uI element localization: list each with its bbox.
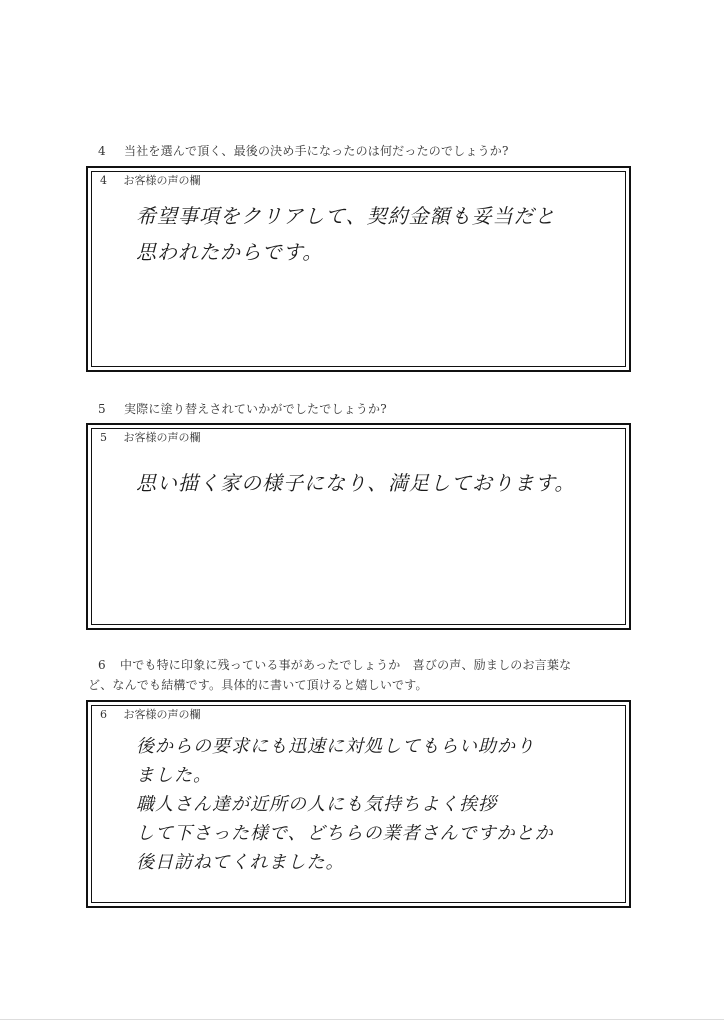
answer-box-4 [86, 166, 631, 372]
question-4-text: 当社を選んで頂く、最後の決め手になったのは何だったのでしょうか? [124, 144, 509, 158]
answer-6-line-2: ました。 [136, 765, 212, 786]
answer-box-4-label [100, 172, 201, 188]
answer-6-line-1: 後からの要求にも迅速に対処してもらい助かり [136, 736, 535, 757]
answer-box-4-inner-border [91, 171, 626, 367]
answer-5-line-1: 思い描く家の様子になり、満足しております。 [136, 471, 576, 495]
question-6-text-line-1: 中でも特に印象に残っている事があったでしょうか 喜びの声、励ましのお言葉な [120, 658, 572, 672]
answer-box-6 [86, 700, 631, 908]
answer-4-line-1: 希望事項をクリアして、契約金額も妥当だと [136, 204, 556, 228]
answer-6-line-4: して下さった様で、どちらの業者さんですかとか [136, 823, 554, 844]
answer-box-6-number: 6 [100, 708, 107, 721]
answer-4-handwriting [136, 202, 617, 266]
answer-box-5-label-text: お客様の声の欄 [123, 431, 201, 444]
question-6-text-line-2: ど、なんでも結構です。具体的に書いて頂けると嬉しいです。 [88, 678, 428, 692]
answer-box-5-inner-border [91, 428, 626, 625]
answer-box-4-label-text: お客様の声の欄 [123, 174, 201, 187]
question-5 [98, 399, 387, 419]
question-6-line-1 [98, 655, 638, 675]
answer-box-6-label [100, 706, 201, 722]
question-6-number: 6 [98, 658, 106, 672]
question-6 [88, 655, 638, 695]
question-6-line-2 [88, 675, 638, 695]
answer-box-5-label [100, 429, 201, 445]
answer-box-5-number: 5 [100, 431, 107, 444]
answer-4-line-2: 思われたからです。 [136, 240, 324, 264]
answer-box-5 [86, 423, 631, 630]
answer-6-line-3: 職人さん達が近所の人にも気持ちよく挨拶 [136, 794, 497, 815]
answer-5-handwriting [136, 469, 617, 497]
question-4-number: 4 [98, 144, 106, 158]
answer-6-line-5: 後日訪ねてくれました。 [136, 852, 345, 873]
question-5-number: 5 [98, 402, 106, 416]
answer-box-4-number: 4 [100, 174, 107, 187]
answer-box-6-label-text: お客様の声の欄 [123, 708, 201, 721]
question-5-text: 実際に塗り替えされていかがでしたでしょうか? [124, 402, 387, 416]
page-bottom-edge [0, 1018, 724, 1020]
question-4 [98, 141, 509, 161]
answer-6-handwriting [136, 732, 617, 877]
